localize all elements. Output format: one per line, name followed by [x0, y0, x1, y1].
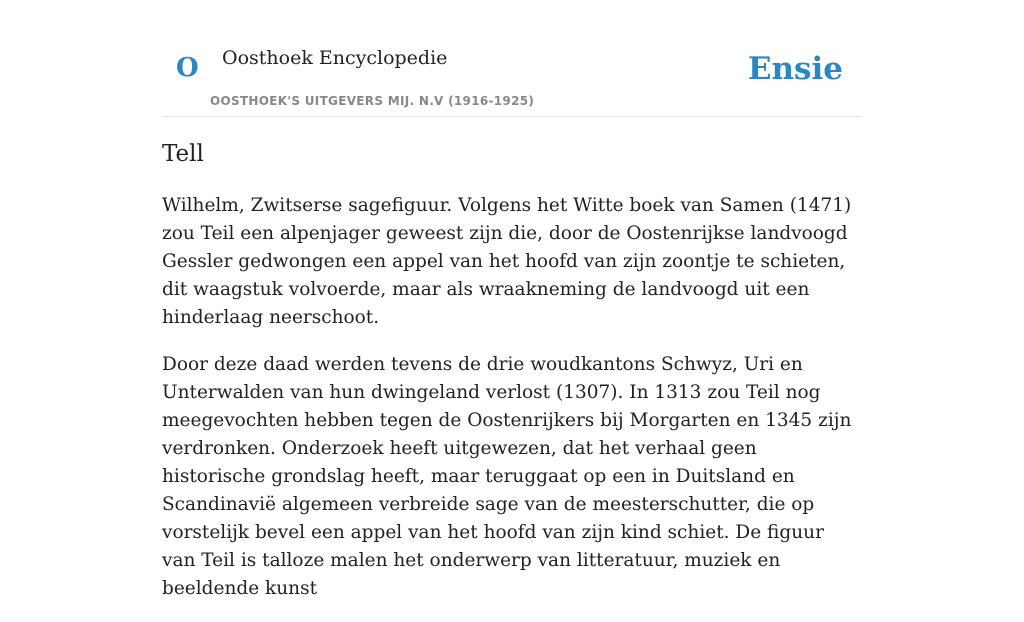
ensie-logo-link[interactable]: Ensie [747, 51, 843, 87]
entry-title: Tell [162, 141, 204, 167]
source-title[interactable]: Oosthoek Encyclopedie [222, 47, 448, 69]
entry-paragraph-1: Wilhelm, Zwitserse sagefiguur. Volgens het Witte boek van Samen (1471) zou Teil een alpenjager geweest zijn die, door de Oostenrijkse landvoogd Gessler gedwongen een appel van het hoofd van zijn zoontje te schieten, dit waagstuk volvoerde, maar als wraakneming de landvoogd uit een hinderlaag neerschoot. [162, 195, 852, 328]
source-subtitle: OOSTHOEK'S UITGEVERS MIJ. N.V (1916-1925) [210, 94, 535, 108]
source-header [162, 0, 862, 117]
page-container [162, 0, 862, 599]
entry-body [162, 192, 862, 622]
source-logo: O [176, 53, 199, 83]
entry-paragraph-2: Door deze daad werden tevens de drie woudkantons Schwyz, Uri en Unterwalden van hun dwingeland verlost (1307). In 1313 zou Teil nog meegevochten hebben tegen de Oostenrijkers bij Morgarten en 1345 zijn verdronken. Onderzoek heeft uitgewezen, dat het verhaal geen historische grondslag heeft, maar teruggaat op een in Duitsland en Scandinavië algemeen verbreide sage van de meesterschutter, die op vorstelijk bevel een appel van het hoofd van zijn kind schiet. De figuur van Teil is talloze malen het onderwerp van litteratuur, muziek en beeldende kunst [162, 354, 852, 599]
